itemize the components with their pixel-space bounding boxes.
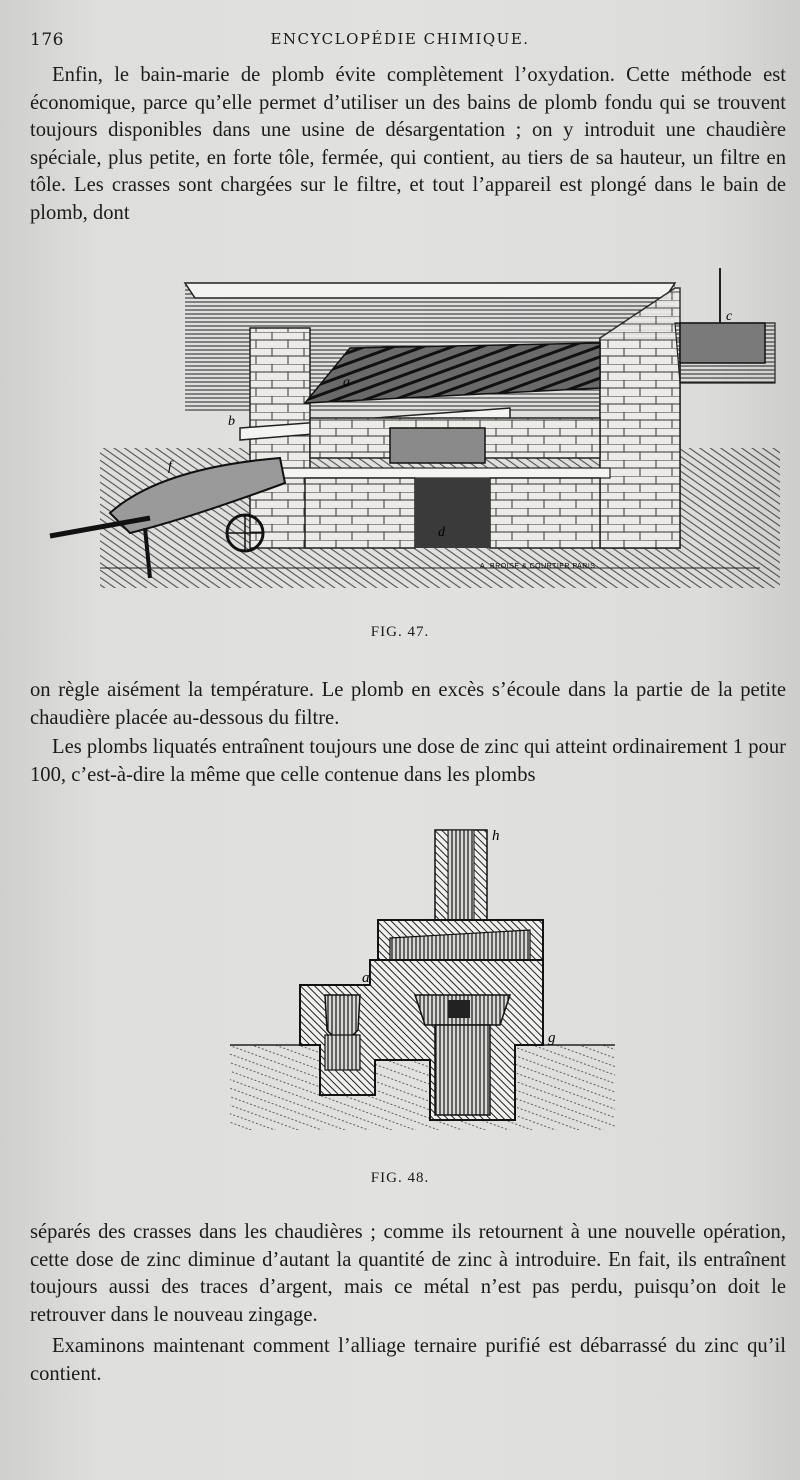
paragraph-1: Enfin, le bain-marie de plomb évite complètement l’oxydation. Cette méthode est économique, parce qu’elle permet d’utiliser un des bains de plomb fondu qui se trouvent toujours disponibles dans une usine de désargentation ; on y introduit une chaudière spéciale, plus petite, en forte tôle, fermée, qui contient, au tiers de sa hauteur, un filtre en tôle. Les crasses sont chargées sur le filtre, et tout l’appareil est plongé dans le bain de plomb, dont	[30, 64, 786, 224]
paragraph-2: on règle aisément la température. Le plomb en excès s’écoule dans la partie de la petite chaudière placée au-dessous du filtre.	[30, 679, 786, 729]
fig48-label-a: a	[362, 970, 370, 986]
fig47-label-c: c	[726, 309, 733, 324]
figure-48-caption: FIG. 48.	[370, 1170, 430, 1186]
running-title: ENCYCLOPÉDIE CHIMIQUE.	[270, 30, 530, 48]
paragraph-3: Les plombs liquatés entraînent toujours une dose de zinc qui atteint ordinairement 1 pour 100, c’est-à-dire la même que celle contenue dans les plombs	[30, 736, 786, 786]
paragraph-4: séparés des crasses dans les chaudières ; comme ils retournent à une nouvelle opération, cette dose de zinc diminue d’autant la quantité de zinc à introduire. En fait, ils entraînent toujours aussi des traces d’argent, mais ce métal n’est pas perdu, puisqu’on doit le retrouver dans le nouveau zingage.	[30, 1221, 786, 1326]
fig47-label-a: a	[343, 375, 350, 390]
figure-47-caption: FIG. 47.	[370, 624, 430, 640]
page-number: 176	[30, 30, 64, 50]
fig47-engraver-signature: A. BROISE & COURTIER PARIS	[480, 563, 596, 570]
fig47-label-b: b	[228, 414, 235, 429]
fig48-label-g: g	[548, 1030, 556, 1046]
fig47-label-d: d	[438, 525, 445, 540]
figure-47-illustration	[40, 268, 780, 603]
fig48-label-h: h	[492, 828, 500, 844]
fig47-label-f: f	[168, 459, 172, 474]
paragraph-5: Examinons maintenant comment l’alliage ternaire purifié est débarrassé du zinc qu’il contient.	[30, 1335, 786, 1385]
figure-48-illustration	[230, 820, 615, 1165]
page-header	[30, 28, 770, 56]
